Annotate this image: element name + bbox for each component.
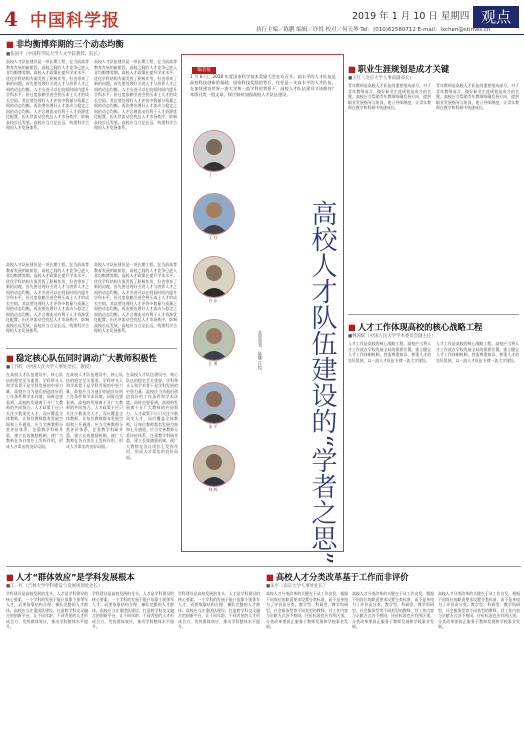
header-rule [0,34,524,35]
article-5-body-col1: 青年教师是高校人才队伍的重要组成部分。对于青年教师而言，做好职业生涯规划是成才的关键。高校应当帮助青年教师明确发展方向，提供职业发展指导与培训，建立导师制度，让青年教师在教学和科研中快速成长。 [348,83,431,110]
divider [6,348,177,349]
article-4-body-col2: 高校人才分类改革的关键在于从工作出发，根据不同岗位的职责要求设置分类标准，而不是单纯为了评价而分类。教学型、科研型、教学科研型、社会服务型等不同类型的教师，其工作内容与贡献方式各不相同，评价标准也应有所区别。分类改革要真正服务于教师发展和学校事业发展。 [352,591,434,629]
article-3-body-col3: 学科建设是高校发展的龙头，人才是学科建设的核心要素。一个学科的发展不能只依靠个别领军人才，而要依靠结构合理、梯队完整的人才群体。高校应当注重团队建设，打造跨学科交叉融合的创新平台，让不同年龄、不同背景的人才形成合力，发挥群体效应，推动学科整体水平提升。 [178,591,260,629]
person-photo [193,382,235,424]
portrait-4 [193,319,238,367]
feature-title: 高校人才队伍建设的“学者之思” [307,200,337,565]
editor-note: 1 月 8 日，2018 年度国家科学技术奖励大会在京召开。高水平的人才队伍是高校科技创新的基础。国家科技奖励的背后，往往是一支高水平的人才队伍。在加快建设世界一流大学和一流学科的背景下，高校人才队伍建设又该如何？本版刊发一组文章，探讨如何加强高校人才队伍建设。 [190,74,336,97]
article-4-byline: ■朱平（南京大学人事处处长） [266,584,328,589]
article-2-headline: ■ 稳定核心队伍同时调动广大教师积极性 [6,353,157,363]
article-3-byline: ■江一红（吉林大学学科建设与发展规划处处长） [6,584,103,589]
headline-marker-icon: ■ [6,39,14,49]
article-1-body-col1: 高校人才队伍建设是一项长期工程，在当前高等教育发展的新阶段，高校之间的人才竞争已进入非均衡博弈期。高校人才政策在提升学术水平、优化学科结构方面发挥了积极作用，但也带来了新的问题。首先要处理好引进人才与培养人才之间的动态均衡。人才引进可以在较短时间内提升学科水平，但过度依赖引进会挤压本土人才的成长空间。其次要处理好人才评价中数量与质量之间的动态均衡。再次要处理好人才流动与稳定之间的动态均衡。人才合理流动有利于人才资源优化配置，但无序流动会扰乱人才市场秩序，影响高校长远发展。高校应当立足长远，构建科学合理的人才发展体系。 [6,59,89,130]
portrait-caption: 许 东 [208,298,218,303]
feature-byline: 本版策划：陈鹏 许悦 [257,330,262,371]
headline-marker-icon: ■ [6,353,14,363]
section-tag: 观点 [473,6,519,28]
article-2-body-col1: 在高校人才队伍建设中，核心队伍的稳定至关重要。学科带头人和学术骨干是学科发展的中坚力量，高校应当为他们创造良好的工作条件和学术环境。同时也要看到，高校的发展离不开广大教师的共同努力。人才政策不应只关注少数顶尖人才，而应覆盖全体教师，让每位教师都有发展空间和上升通道。应当完善教师分类评价体系，注重教学科研并重，建立长效激励机制，使广大教师在各自岗位上发挥作用，形成人才辈出的良好局面。 [6,372,63,449]
newspaper-masthead: 中国科学报 [30,11,120,31]
headline-marker-icon: ■ [6,572,14,582]
article-6-headline: ■ 人才工作体现高校的核心战略工程 [348,322,483,332]
person-photo [193,193,235,235]
article-4-headline: ■ 高校人才分类改革基于工作而非评价 [266,572,409,582]
editor-note-tag: 编者按 [192,67,216,74]
article-5-body-col2: 青年教师是高校人才队伍的重要组成部分。对于青年教师而言，做好职业生涯规划是成才的关键。高校应当帮助青年教师明确发展方向，提供职业发展指导与培训，建立导师制度，让青年教师在教学和科研中快速成长。 [436,83,519,110]
person-photo [193,130,235,172]
article-3-body-col1: 学科建设是高校发展的龙头，人才是学科建设的核心要素。一个学科的发展不能只依靠个别领军人才，而要依靠结构合理、梯队完整的人才群体。高校应当注重团队建设，打造跨学科交叉融合的创新平台，让不同年龄、不同背景的人才形成合力，发挥群体效应，推动学科整体水平提升。 [6,591,88,629]
portrait-6 [193,445,238,493]
issue-date: 2019 年 1 月 10 日 星期四 [352,11,470,22]
article-3-headline: ■ 人才“群体效应”是学科发展根本 [6,572,135,582]
portrait-caption: 朱 平 [208,424,218,429]
article-3-body-col2: 学科建设是高校发展的龙头，人才是学科建设的核心要素。一个学科的发展不能只依靠个别领军人才，而要依靠结构合理、梯队完整的人才群体。高校应当注重团队建设，打造跨学科交叉融合的创新平台，让不同年龄、不同背景的人才形成合力，发挥群体效应，推动学科整体水平提升。 [92,591,174,629]
page-header [0,0,524,36]
divider [348,314,519,315]
portrait-2 [193,193,238,241]
person-photo [193,256,235,298]
article-6-byline: ■林国辉（中国人民大学学术委员会副主任） [348,334,436,339]
article-5-headline: ■ 职业生涯规划是成才关键 [348,64,450,74]
article-1-body-col3: 高校人才队伍建设是一项长期工程，在当前高等教育发展的新阶段，高校之间的人才竞争已进入非均衡博弈期。高校人才政策在提升学术水平、优化学科结构方面发挥了积极作用，但也带来了新的问题。首先要处理好引进人才与培养人才之间的动态均衡。人才引进可以在较短时间内提升学科水平，但过度依赖引进会挤压本土人才的成长空间。其次要处理好人才评价中数量与质量之间的动态均衡。再次要处理好人才流动与稳定之间的动态均衡。人才合理流动有利于人才资源优化配置，但无序流动会扰乱人才市场秩序，影响高校长远发展。高校应当立足长远，构建科学合理的人才发展体系。 [6,262,89,333]
article-4-body-col3: 高校人才分类改革的关键在于从工作出发，根据不同岗位的职责要求设置分类标准，而不是单纯为了评价而分类。教学型、科研型、教学科研型、社会服务型等不同类型的教师，其工作内容与贡献方式各不相同，评价标准也应有所区别。分类改革要真正服务于教师发展和学校事业发展。 [438,591,520,629]
article-1-body-col4: 高校人才队伍建设是一项长期工程，在当前高等教育发展的新阶段，高校之间的人才竞争已进入非均衡博弈期。高校人才政策在提升学术水平、优化学科结构方面发挥了积极作用，但也带来了新的问题。首先要处理好引进人才与培养人才之间的动态均衡。人才引进可以在较短时间内提升学科水平，但过度依赖引进会挤压本土人才的成长空间。其次要处理好人才评价中数量与质量之间的动态均衡。再次要处理好人才流动与稳定之间的动态均衡。人才合理流动有利于人才资源优化配置，但无序流动会扰乱人才市场秩序，影响高校长远发展。高校应当立足长远，构建科学合理的人才发展体系。 [94,262,177,333]
portrait-caption: 丁 一 [208,172,218,177]
article-6-body-col1: 人才工作是高校的核心战略工程。高校应当将人才工作放在学校发展全局的重要位置，建立健全人才工作体制机制，营造尊重知识、尊重人才的良好氛围，以一流人才队伍支撑一流大学建设。 [348,341,431,363]
editor-credits: 执行主编／陈鹏 编辑／许悦 校对／何天琴 Tel：(010)62580712 E-mail：lxchen@stimes.cn [256,27,491,33]
article-5-byline: ■王红（北京大学人事部副部长） [348,76,414,81]
portrait-caption: 王 红 [208,235,218,240]
headline-marker-icon: ■ [348,64,356,74]
headline-marker-icon: ■ [348,322,356,332]
divider [6,566,521,567]
portrait-5 [193,382,238,430]
article-2-body-col2: 在高校人才队伍建设中，核心队伍的稳定至关重要。学科带头人和学术骨干是学科发展的中坚力量，高校应当为他们创造良好的工作条件和学术环境。同时也要看到，高校的发展离不开广大教师的共同努力。人才政策不应只关注少数顶尖人才，而应覆盖全体教师，让每位教师都有发展空间和上升通道。应当完善教师分类评价体系，注重教学科研并重，建立长效激励机制，使广大教师在各自岗位上发挥作用，形成人才辈出的良好局面。 [66,372,123,449]
article-1-headline: ■ 非均衡博弈期的三个动态均衡 [6,39,124,49]
article-2-byline: ■丁伟红（中国人民大学人事处处长、教授） [6,365,94,370]
portrait-caption: 江 勇 [208,361,218,366]
portrait-3 [193,256,238,304]
headline-marker-icon: ■ [266,572,274,582]
article-2-body-col3: 在高校人才队伍建设中，核心队伍的稳定至关重要。学科带头人和学术骨干是学科发展的中坚力量，高校应当为他们创造良好的工作条件和学术环境。同时也要看到，高校的发展离不开广大教师的共同努力。人才政策不应只关注少数顶尖人才，而应覆盖全体教师，让每位教师都有发展空间和上升通道。应当完善教师分类评价体系，注重教学科研并重，建立长效激励机制，使广大教师在各自岗位上发挥作用，形成人才辈出的良好局面。 [126,372,178,460]
article-4-body-col1: 高校人才分类改革的关键在于从工作出发，根据不同岗位的职责要求设置分类标准，而不是单纯为了评价而分类。教学型、科研型、教学科研型、社会服务型等不同类型的教师，其工作内容与贡献方式各不相同，评价标准也应有所区别。分类改革要真正服务于教师发展和学校事业发展。 [266,591,348,629]
article-1-body-col2: 高校人才队伍建设是一项长期工程，在当前高等教育发展的新阶段，高校之间的人才竞争已进入非均衡博弈期。高校人才政策在提升学术水平、优化学科结构方面发挥了积极作用，但也带来了新的问题。首先要处理好引进人才与培养人才之间的动态均衡。人才引进可以在较短时间内提升学科水平，但过度依赖引进会挤压本土人才的成长空间。其次要处理好人才评价中数量与质量之间的动态均衡。再次要处理好人才流动与稳定之间的动态均衡。人才合理流动有利于人才资源优化配置，但无序流动会扰乱人才市场秩序，影响高校长远发展。高校应当立足长远，构建科学合理的人才发展体系。 [94,59,177,130]
article-1-byline: ■张国平（中国科学院大学人文学院教授、院长） [6,52,103,57]
portrait-1 [193,130,238,178]
article-6-body-col2: 人才工作是高校的核心战略工程。高校应当将人才工作放在学校发展全局的重要位置，建立健全人才工作体制机制，营造尊重知识、尊重人才的良好氛围，以一流人才队伍支撑一流大学建设。 [436,341,519,363]
page-number: 4 [4,7,18,31]
portrait-caption: 林 辉 [208,487,218,492]
person-photo [193,319,235,361]
person-photo [193,445,235,487]
